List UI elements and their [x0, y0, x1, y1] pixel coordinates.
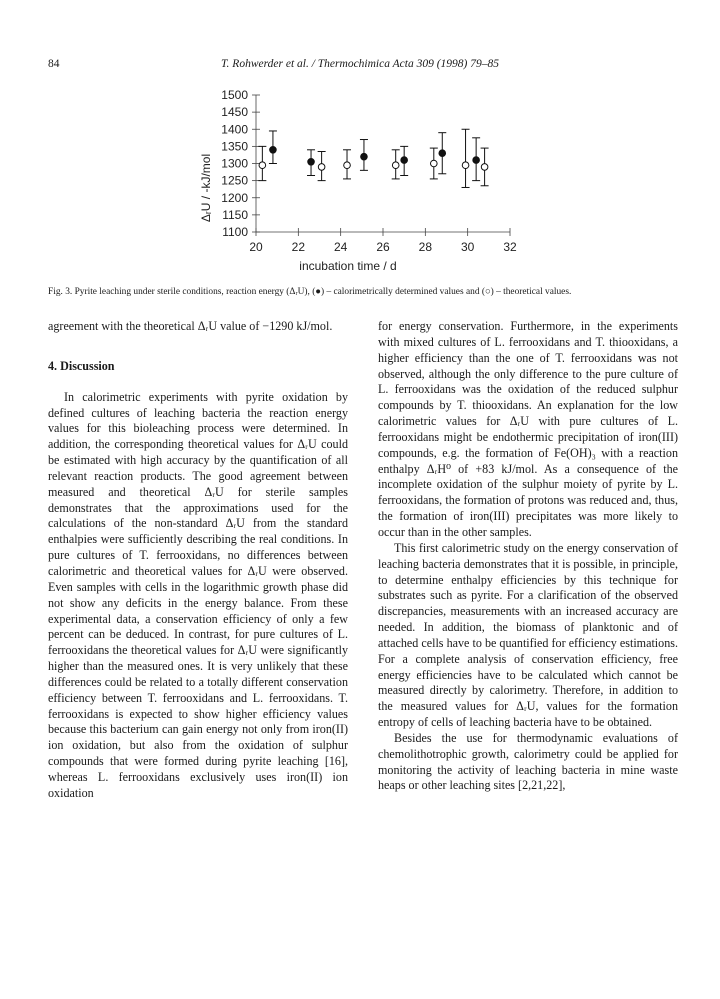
paragraph: In calorimetric experiments with pyrite oxidation by defined cultures of leaching bacteria the reaction energy values for this bioleaching process were determined. In addition, the corresponding theoretical values for ΔᵣU could be estimated with high accuracy by the quantification of all relevant reaction products. The good agreement between measured and theoretical ΔᵣU for sterile samples demonstrates that the approximations used for the calculations of the non-standard ΔᵣU from the standard enthalpies were sufficiently describing the real conditions. In pure cultures of T. ferrooxidans, no differences between calorimetric and theoretical values for ΔᵣU were observed. Even samples with cells in the logarithmic growth phase did not show any deficits in the energy balance. From these experimental data, a conservation efficiency of only a few percent can be deduced. In contrast, for pure cultures of L. ferrooxidans the theoretical values for ΔᵣU were significantly higher than the measured ones. It is very unlikely that these differences could be related to a totally different conservation efficiency between T. ferrooxidans and L. ferrooxidans. T. ferrooxidans is expected to show higher efficiency values because this bacterium can gain energy not only from iron(II) ion oxidation, but also from the oxidation of sulphur compounds that were formed during pyrite leaching [16], whereas L. ferrooxidans exclusively uses iron(II) ion oxidation [48, 389, 348, 800]
measured-point [270, 147, 277, 154]
y-tick-label: 1200 [221, 190, 248, 205]
running-head: T. Rohwerder et al. / Thermochimica Acta 309 (1998) 79–85 [221, 58, 499, 70]
left-column [48, 319, 348, 802]
x-axis-label: incubation time / d [299, 259, 397, 273]
x-tick-label: 32 [503, 240, 517, 254]
page-header [0, 58, 720, 74]
x-tick-label: 26 [376, 240, 390, 254]
theoretical-point [344, 162, 351, 169]
theoretical-point [318, 164, 325, 171]
theoretical-point [392, 162, 399, 169]
y-tick-label: 1350 [221, 139, 248, 154]
y-tick-label: 1150 [222, 207, 248, 222]
paragraph: Besides the use for thermodynamic evaluations of chemolithotrophic growth, calorimetry could be applied for monitoring the activity of leaching bacteria in mine waste heaps or other leaching sites [2,21,22], [378, 730, 678, 793]
paragraph: agreement with the theoretical ΔᵣU value of −1290 kJ/mol. [48, 319, 333, 333]
x-tick-label: 24 [333, 240, 348, 254]
plot-area [258, 129, 488, 187]
y-tick-label: 1400 [221, 122, 248, 137]
figure-caption: Fig. 3. Pyrite leaching under sterile conditions, reaction energy (ΔᵣU), (●) – calorimetrically determined values and (○) – theoretical values. [48, 287, 572, 297]
theoretical-point [259, 162, 266, 169]
y-tick-label: 1500 [221, 88, 248, 102]
measured-point [439, 150, 446, 157]
x-tick-label: 22 [291, 240, 306, 254]
y-axis [221, 88, 260, 239]
theoretical-point [431, 160, 438, 167]
theoretical-point [481, 164, 488, 171]
y-tick-label: 1250 [221, 173, 248, 188]
y-tick-label: 1450 [221, 105, 248, 120]
page-number: 84 [48, 58, 60, 70]
measured-point [401, 157, 408, 164]
y-tick-label: 1300 [221, 156, 248, 171]
y-axis-label: ΔᵣU / -kJ/mol [199, 153, 213, 223]
measured-point [473, 157, 480, 164]
figure-3-chart [180, 80, 540, 280]
x-tick-label: 28 [418, 240, 433, 254]
x-tick-label: 20 [249, 240, 263, 254]
measured-point [308, 158, 315, 165]
paragraph: for energy conservation. Furthermore, in the experiments with mixed cultures of L. ferrooxidans and T. thiooxidans, a higher efficiency than the one of T. ferrooxidans was not observed, although the only difference to the pure culture of L. ferrooxidans was the oxidation of the reduced sulphur compounds by T. thiooxidans. An explanation for the low calorimetric values for ΔᵣU with pure cultures of L. ferrooxidans might be endothermic precipitation of iron(III) compounds, e.g. the formation of Fe(OH)₃ with a reaction enthalpy ΔᵣH⁰ of +83 kJ/mol. As a consequence of the incomplete oxidation of the sulphur moiety of pyrite by L. ferrooxidans, the formation of protons was reduced and, thus, the formation of iron(III) precipitates was more likely to occur than in the other samples. [378, 319, 678, 539]
paragraph: This first calorimetric study on the energy conservation of leaching bacteria demonstrates that it is possible, in principle, to determine enthalpy efficiencies by this technique for substrates such as pyrite. For a clarification of the observed discrepancies, measurements with an increased accuracy are needed. In addition, the biomass of planktonic and of attached cells have to be quantified for efficiency estimations. For a complete analysis of conservation efficiency, free energy efficiencies have to be calculated which cannot be measured directly by calorimetry. Therefore, in addition to the measured values for ΔᵣU, values for the formation entropy of cells of leaching bacteria have to be obtained. [378, 540, 678, 730]
x-tick-label: 30 [460, 240, 475, 254]
x-axis [249, 228, 517, 254]
measured-point [361, 153, 368, 160]
theoretical-point [462, 162, 469, 169]
section-heading: 4. Discussion [48, 358, 115, 373]
right-column [378, 319, 678, 794]
y-tick-label: 1100 [222, 225, 248, 239]
